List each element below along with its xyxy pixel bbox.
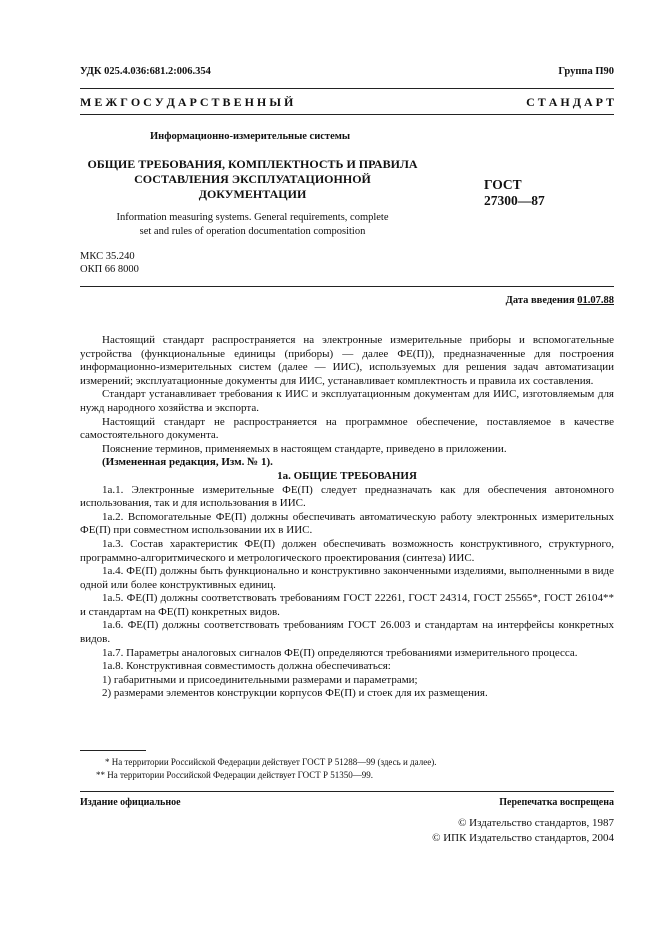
intro-paragraph: Настоящий стандарт распространяется на электронные измерительные приборы и вспомогательные устройства (функциональные единицы (приборы) — далее ФЕ(П)), предназначенные для построения информационно-измерительных систем (далее — ИИС), используемых для решения задач автоматизации измерений; эксплуатационные документы для ИИС, устанавливает комплектность и правила их составления.	[80, 334, 614, 387]
classification-codes	[80, 250, 139, 276]
standard-banner	[80, 95, 614, 110]
english-title-line: set and rules of operation documentation composition	[139, 226, 366, 237]
document-title	[80, 157, 425, 202]
title-block-rule	[80, 286, 614, 287]
gost-label: ГОСТ	[484, 177, 522, 192]
clause-paragraph: 1а.5. ФЕ(П) должны соответствовать требованиям ГОСТ 22261, ГОСТ 24314, ГОСТ 25565*, ГОСТ 26104** и стандартам на ФЕ(П) конкретных видов.	[80, 592, 614, 618]
intro-paragraph: Стандарт устанавливает требования к ИИС и эксплуатационным документам для ИИС, изготовляемым для нужд народного хозяйства и экспорта.	[80, 388, 614, 414]
copyright-line: © ИПК Издательство стандартов, 2004	[432, 832, 614, 844]
english-title-line: Information measuring systems. General requirements, complete	[116, 212, 389, 223]
clause-paragraph: 1а.7. Параметры аналоговых сигналов ФЕ(П) определяются требованиями измерительного процесса.	[102, 646, 578, 659]
section-heading: 1а. ОБЩИЕ ТРЕБОВАНИЯ	[277, 469, 417, 482]
edit-note: (Измененная редакция, Изм. № 1).	[102, 456, 273, 469]
gost-number: 27300—87	[484, 193, 545, 208]
clause-paragraph: 1а.1. Электронные измерительные ФЕ(П) следует предназначать как для обеспечения автономного использования, так и для использования в ИИС.	[80, 483, 614, 510]
clause-paragraph: 1а.4. ФЕ(П) должны быть функционально и конструктивно законченными изделиями, выполненными в виде одной или более конструктивных единиц.	[80, 565, 614, 591]
reprint-notice: Перепечатка воспрещена	[499, 797, 614, 808]
copyright-block	[432, 816, 614, 846]
banner-word-standard: С Т А Н Д А Р Т	[526, 95, 614, 109]
title-line: СОСТАВЛЕНИЯ ЭКСПЛУАТАЦИОННОЙ	[134, 172, 371, 186]
footnote: * На территории Российской Федерации действует ГОСТ Р 51288—99 (здесь и далее).	[105, 757, 437, 767]
clause-paragraph: 1а.6. ФЕ(П) должны соответствовать требованиям ГОСТ 26.003 и стандартам на интерфейсы конкретных видов.	[80, 619, 614, 646]
intro-paragraph: Пояснение терминов, применяемых в настоящем стандарте, приведено в приложении.	[102, 442, 507, 455]
list-item: 2) размерами элементов конструкции корпусов ФЕ(П) и стоек для их размещения.	[102, 687, 488, 700]
header-bottom-rule	[80, 114, 614, 115]
footer-rule	[80, 791, 614, 792]
footnotes	[96, 756, 436, 782]
date-label: Дата введения	[505, 295, 575, 306]
clause-paragraph: 1а.2. Вспомогательные ФЕ(П) должны обеспечивать автоматическую работу электронных измерительных ФЕ(П) при совместном использовании их в ИИС.	[80, 510, 614, 537]
document-body	[80, 334, 614, 701]
banner-word-interstate: М Е Ж Г О С У Д А Р С Т В Е Н Н Ы Й	[80, 95, 294, 109]
english-title	[80, 211, 425, 239]
title-line: ОБЩИЕ ТРЕБОВАНИЯ, КОМПЛЕКТНОСТЬ И ПРАВИЛА	[87, 157, 418, 171]
group-code: Группа П90	[558, 66, 614, 77]
effective-date	[506, 295, 614, 306]
footnote: ** На территории Российской Федерации действует ГОСТ Р 51350—99.	[96, 770, 373, 780]
clause-paragraph: 1а.8. Конструктивная совместимость должна обеспечиваться:	[102, 660, 391, 673]
document-subtitle: Информационно-измерительные системы	[150, 131, 351, 142]
list-item: 1) габаритными и присоединительными размерами и параметрами;	[102, 673, 418, 686]
edition-label: Издание официальное	[80, 797, 181, 808]
header-top-rule	[80, 88, 614, 89]
mks-code: МКС 35.240	[80, 251, 135, 262]
okp-code: ОКП 66 8000	[80, 264, 139, 275]
clause-paragraph: 1а.3. Состав характеристик ФЕ(П) должен обеспечивать возможность конструктивного, структурного, программно-алгоритмического и метрологического проектирования (синтеза) ИИС.	[80, 537, 614, 564]
footnote-rule	[80, 750, 146, 751]
title-line: ДОКУМЕНТАЦИИ	[198, 187, 307, 201]
intro-paragraph: Настоящий стандарт не распространяется на программное обеспечение, поставляемое в качестве самостоятельного документа.	[80, 415, 614, 442]
copyright-line: © Издательство стандартов, 1987	[458, 817, 614, 829]
udk-code: УДК 025.4.036:681.2:006.354	[80, 66, 211, 77]
gost-designation	[484, 177, 545, 209]
date-value: 01.07.88	[577, 295, 614, 306]
